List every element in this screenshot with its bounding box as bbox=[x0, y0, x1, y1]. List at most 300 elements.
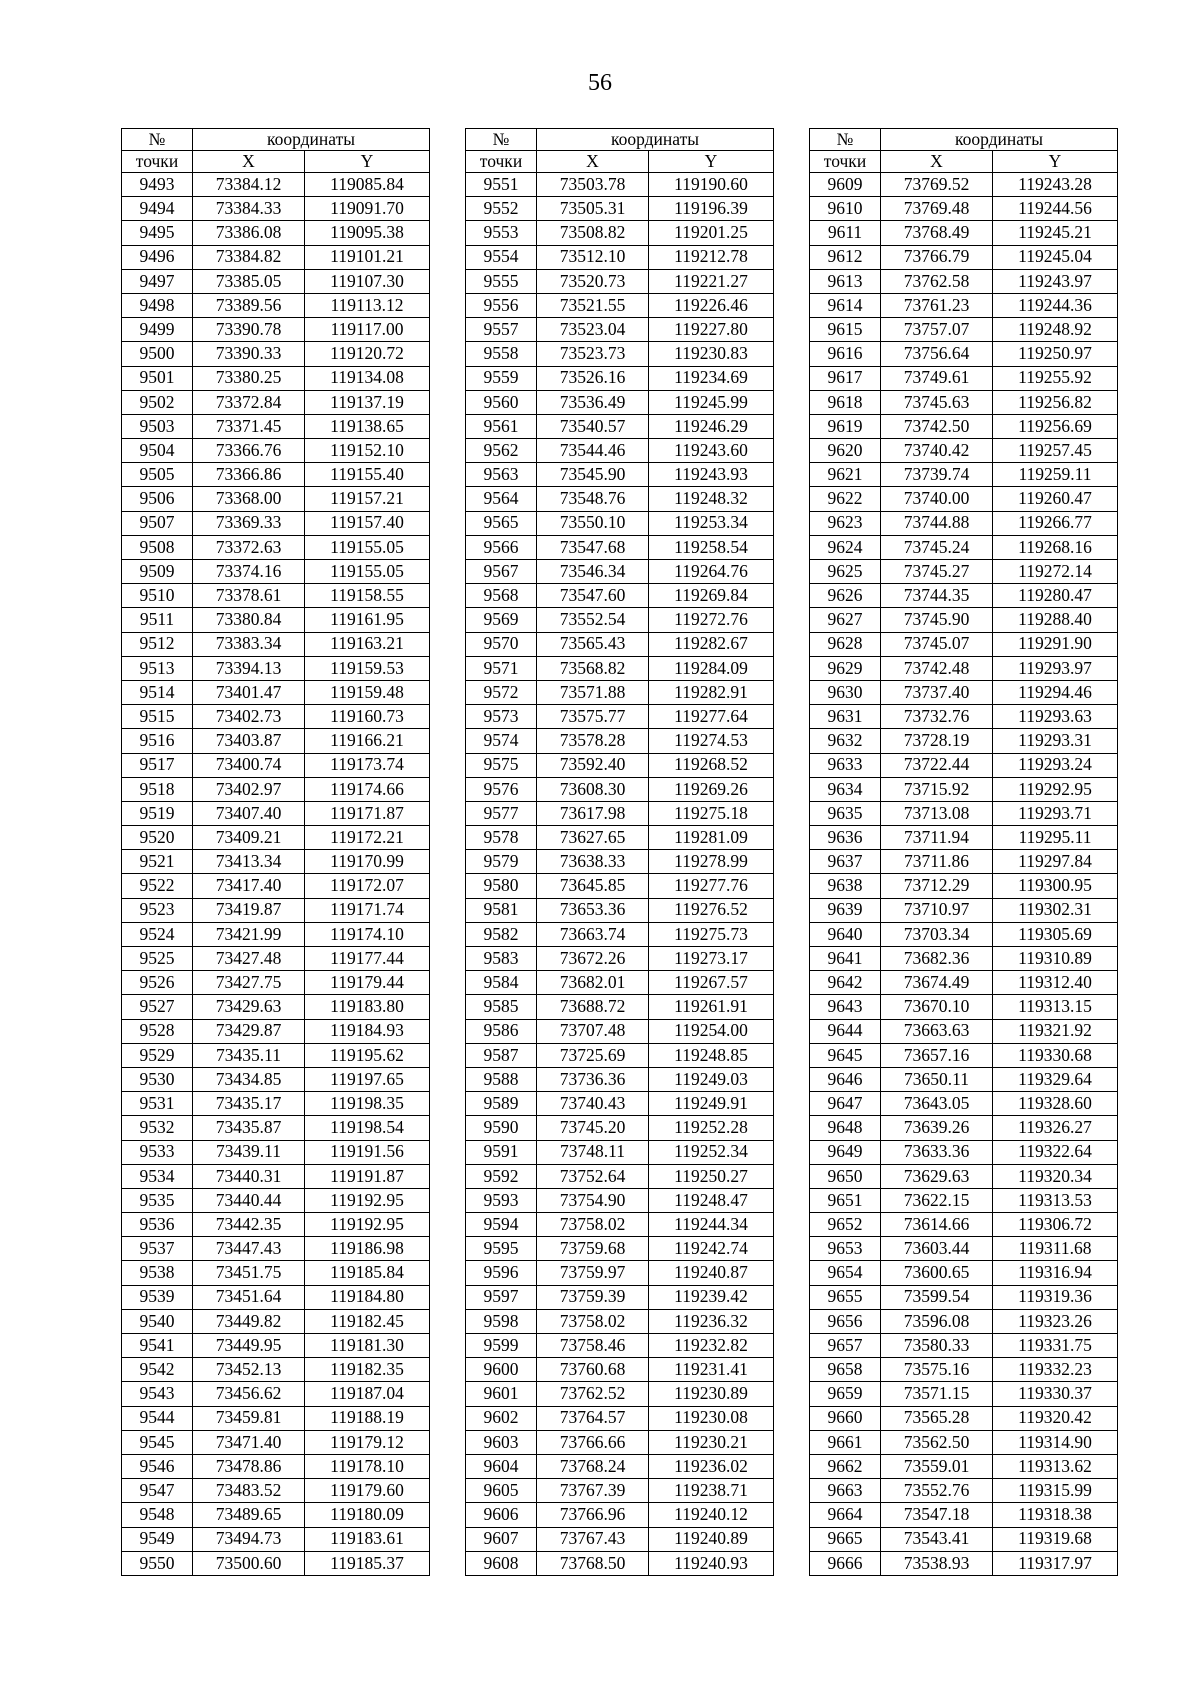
x-coordinate-cell: 73578.28 bbox=[537, 729, 649, 753]
y-coordinate-cell: 119254.00 bbox=[649, 1019, 774, 1043]
y-header: Y bbox=[649, 151, 774, 173]
point-number-cell: 9663 bbox=[810, 1479, 881, 1503]
table-row bbox=[466, 1019, 774, 1043]
y-coordinate-cell: 119317.97 bbox=[993, 1551, 1118, 1575]
point-number-cell: 9557 bbox=[466, 318, 537, 342]
y-coordinate-cell: 119181.30 bbox=[305, 1334, 430, 1358]
point-number-cell: 9508 bbox=[122, 535, 193, 559]
y-coordinate-cell: 119085.84 bbox=[305, 173, 430, 197]
x-coordinate-cell: 73711.86 bbox=[881, 850, 993, 874]
table-row bbox=[810, 656, 1118, 680]
point-number-cell: 9630 bbox=[810, 680, 881, 704]
y-coordinate-cell: 119277.76 bbox=[649, 874, 774, 898]
point-number-cell: 9543 bbox=[122, 1382, 193, 1406]
x-coordinate-cell: 73449.95 bbox=[193, 1334, 305, 1358]
x-coordinate-cell: 73736.36 bbox=[537, 1067, 649, 1091]
table-row bbox=[122, 729, 430, 753]
x-coordinate-cell: 73427.75 bbox=[193, 971, 305, 995]
table-row bbox=[810, 269, 1118, 293]
x-coordinate-cell: 73459.81 bbox=[193, 1406, 305, 1430]
y-coordinate-cell: 119316.94 bbox=[993, 1261, 1118, 1285]
x-coordinate-cell: 73489.65 bbox=[193, 1503, 305, 1527]
x-coordinate-cell: 73385.05 bbox=[193, 269, 305, 293]
x-coordinate-cell: 73483.52 bbox=[193, 1479, 305, 1503]
x-coordinate-cell: 73547.18 bbox=[881, 1503, 993, 1527]
x-coordinate-cell: 73386.08 bbox=[193, 221, 305, 245]
y-coordinate-cell: 119120.72 bbox=[305, 342, 430, 366]
table-row bbox=[122, 1406, 430, 1430]
table-row bbox=[466, 1285, 774, 1309]
y-coordinate-cell: 119101.21 bbox=[305, 245, 430, 269]
point-number-subheader: точки bbox=[122, 151, 193, 173]
point-number-cell: 9587 bbox=[466, 1043, 537, 1067]
point-number-cell: 9537 bbox=[122, 1237, 193, 1261]
y-coordinate-cell: 119244.36 bbox=[993, 293, 1118, 317]
table-row bbox=[122, 874, 430, 898]
x-coordinate-cell: 73633.36 bbox=[881, 1140, 993, 1164]
point-number-cell: 9591 bbox=[466, 1140, 537, 1164]
point-number-cell: 9495 bbox=[122, 221, 193, 245]
point-number-cell: 9547 bbox=[122, 1479, 193, 1503]
point-number-cell: 9509 bbox=[122, 560, 193, 584]
table-row bbox=[466, 1261, 774, 1285]
table-row bbox=[810, 439, 1118, 463]
x-coordinate-cell: 73663.63 bbox=[881, 1019, 993, 1043]
y-coordinate-cell: 119157.40 bbox=[305, 511, 430, 535]
y-coordinate-cell: 119314.90 bbox=[993, 1430, 1118, 1454]
table-row bbox=[810, 680, 1118, 704]
y-coordinate-cell: 119257.45 bbox=[993, 439, 1118, 463]
y-coordinate-cell: 119249.91 bbox=[649, 1092, 774, 1116]
point-number-cell: 9505 bbox=[122, 463, 193, 487]
x-coordinate-cell: 73617.98 bbox=[537, 801, 649, 825]
point-number-cell: 9594 bbox=[466, 1213, 537, 1237]
point-number-cell: 9501 bbox=[122, 366, 193, 390]
point-number-cell: 9517 bbox=[122, 753, 193, 777]
table-row bbox=[466, 414, 774, 438]
y-coordinate-cell: 119161.95 bbox=[305, 608, 430, 632]
table-row bbox=[122, 995, 430, 1019]
table-row bbox=[466, 221, 774, 245]
y-coordinate-cell: 119107.30 bbox=[305, 269, 430, 293]
y-coordinate-cell: 119293.31 bbox=[993, 729, 1118, 753]
y-coordinate-cell: 119277.64 bbox=[649, 705, 774, 729]
y-coordinate-cell: 119276.52 bbox=[649, 898, 774, 922]
x-coordinate-cell: 73756.64 bbox=[881, 342, 993, 366]
table-row bbox=[810, 1043, 1118, 1067]
x-coordinate-cell: 73745.24 bbox=[881, 535, 993, 559]
x-coordinate-cell: 73494.73 bbox=[193, 1527, 305, 1551]
table-row bbox=[466, 245, 774, 269]
point-number-cell: 9600 bbox=[466, 1358, 537, 1382]
x-coordinate-cell: 73629.63 bbox=[881, 1164, 993, 1188]
y-coordinate-cell: 119198.54 bbox=[305, 1116, 430, 1140]
point-number-header: № bbox=[466, 129, 537, 151]
table-row bbox=[466, 777, 774, 801]
point-number-header: № bbox=[810, 129, 881, 151]
point-number-cell: 9504 bbox=[122, 439, 193, 463]
x-coordinate-cell: 73378.61 bbox=[193, 584, 305, 608]
point-number-cell: 9623 bbox=[810, 511, 881, 535]
x-coordinate-cell: 73559.01 bbox=[881, 1454, 993, 1478]
y-coordinate-cell: 119255.92 bbox=[993, 366, 1118, 390]
point-number-cell: 9583 bbox=[466, 947, 537, 971]
y-coordinate-cell: 119258.54 bbox=[649, 535, 774, 559]
y-coordinate-cell: 119292.95 bbox=[993, 777, 1118, 801]
table-row bbox=[810, 414, 1118, 438]
x-coordinate-cell: 73744.88 bbox=[881, 511, 993, 535]
y-coordinate-cell: 119182.45 bbox=[305, 1309, 430, 1333]
x-coordinate-cell: 73766.66 bbox=[537, 1430, 649, 1454]
coordinates-header: координаты bbox=[193, 129, 430, 151]
point-number-cell: 9498 bbox=[122, 293, 193, 317]
y-coordinate-cell: 119297.84 bbox=[993, 850, 1118, 874]
x-coordinate-cell: 73627.65 bbox=[537, 826, 649, 850]
table-row bbox=[810, 1406, 1118, 1430]
x-coordinate-cell: 73745.20 bbox=[537, 1116, 649, 1140]
header-row bbox=[466, 129, 774, 151]
point-number-subheader: точки bbox=[466, 151, 537, 173]
point-number-cell: 9553 bbox=[466, 221, 537, 245]
table-row bbox=[466, 874, 774, 898]
x-coordinate-cell: 73548.76 bbox=[537, 487, 649, 511]
y-coordinate-cell: 119320.42 bbox=[993, 1406, 1118, 1430]
x-coordinate-cell: 73713.08 bbox=[881, 801, 993, 825]
x-coordinate-cell: 73452.13 bbox=[193, 1358, 305, 1382]
table-row bbox=[122, 1237, 430, 1261]
point-number-cell: 9610 bbox=[810, 197, 881, 221]
point-number-cell: 9569 bbox=[466, 608, 537, 632]
table-row bbox=[122, 1261, 430, 1285]
point-number-cell: 9608 bbox=[466, 1551, 537, 1575]
point-number-cell: 9605 bbox=[466, 1479, 537, 1503]
y-coordinate-cell: 119281.09 bbox=[649, 826, 774, 850]
x-coordinate-cell: 73523.04 bbox=[537, 318, 649, 342]
y-coordinate-cell: 119238.71 bbox=[649, 1479, 774, 1503]
point-number-cell: 9595 bbox=[466, 1237, 537, 1261]
y-coordinate-cell: 119174.10 bbox=[305, 922, 430, 946]
y-coordinate-cell: 119293.24 bbox=[993, 753, 1118, 777]
table-row bbox=[810, 801, 1118, 825]
point-number-cell: 9575 bbox=[466, 753, 537, 777]
y-coordinate-cell: 119155.40 bbox=[305, 463, 430, 487]
y-coordinate-cell: 119117.00 bbox=[305, 318, 430, 342]
point-number-cell: 9541 bbox=[122, 1334, 193, 1358]
table-row bbox=[122, 1116, 430, 1140]
point-number-cell: 9598 bbox=[466, 1309, 537, 1333]
table-row bbox=[810, 1527, 1118, 1551]
y-coordinate-cell: 119190.60 bbox=[649, 173, 774, 197]
point-number-cell: 9662 bbox=[810, 1454, 881, 1478]
x-coordinate-cell: 73715.92 bbox=[881, 777, 993, 801]
x-coordinate-cell: 73372.84 bbox=[193, 390, 305, 414]
point-number-cell: 9651 bbox=[810, 1188, 881, 1212]
table-row bbox=[466, 487, 774, 511]
x-coordinate-cell: 73394.13 bbox=[193, 656, 305, 680]
y-coordinate-cell: 119329.64 bbox=[993, 1067, 1118, 1091]
y-coordinate-cell: 119259.11 bbox=[993, 463, 1118, 487]
table-row bbox=[810, 898, 1118, 922]
point-number-cell: 9627 bbox=[810, 608, 881, 632]
point-number-cell: 9523 bbox=[122, 898, 193, 922]
point-number-cell: 9542 bbox=[122, 1358, 193, 1382]
x-coordinate-cell: 73390.78 bbox=[193, 318, 305, 342]
x-coordinate-cell: 73500.60 bbox=[193, 1551, 305, 1575]
point-number-cell: 9528 bbox=[122, 1019, 193, 1043]
y-coordinate-cell: 119178.10 bbox=[305, 1454, 430, 1478]
point-number-cell: 9654 bbox=[810, 1261, 881, 1285]
point-number-cell: 9603 bbox=[466, 1430, 537, 1454]
y-coordinate-cell: 119230.21 bbox=[649, 1430, 774, 1454]
y-coordinate-cell: 119321.92 bbox=[993, 1019, 1118, 1043]
y-coordinate-cell: 119192.95 bbox=[305, 1188, 430, 1212]
table-row bbox=[122, 1188, 430, 1212]
x-coordinate-cell: 73575.77 bbox=[537, 705, 649, 729]
table-row bbox=[466, 850, 774, 874]
x-coordinate-cell: 73580.33 bbox=[881, 1334, 993, 1358]
x-coordinate-cell: 73389.56 bbox=[193, 293, 305, 317]
point-number-cell: 9633 bbox=[810, 753, 881, 777]
y-coordinate-cell: 119171.87 bbox=[305, 801, 430, 825]
point-number-cell: 9568 bbox=[466, 584, 537, 608]
point-number-cell: 9586 bbox=[466, 1019, 537, 1043]
table-row bbox=[466, 560, 774, 584]
point-number-cell: 9655 bbox=[810, 1285, 881, 1309]
y-coordinate-cell: 119188.19 bbox=[305, 1406, 430, 1430]
y-coordinate-cell: 119313.53 bbox=[993, 1188, 1118, 1212]
y-coordinate-cell: 119248.47 bbox=[649, 1188, 774, 1212]
point-number-cell: 9606 bbox=[466, 1503, 537, 1527]
y-coordinate-cell: 119293.97 bbox=[993, 656, 1118, 680]
point-number-cell: 9540 bbox=[122, 1309, 193, 1333]
y-coordinate-cell: 119322.64 bbox=[993, 1140, 1118, 1164]
point-number-cell: 9636 bbox=[810, 826, 881, 850]
x-coordinate-cell: 73707.48 bbox=[537, 1019, 649, 1043]
point-number-cell: 9534 bbox=[122, 1164, 193, 1188]
point-number-cell: 9648 bbox=[810, 1116, 881, 1140]
table-row bbox=[810, 1067, 1118, 1091]
x-coordinate-cell: 73403.87 bbox=[193, 729, 305, 753]
point-number-cell: 9535 bbox=[122, 1188, 193, 1212]
point-number-cell: 9497 bbox=[122, 269, 193, 293]
y-coordinate-cell: 119260.47 bbox=[993, 487, 1118, 511]
y-coordinate-cell: 119264.76 bbox=[649, 560, 774, 584]
y-coordinate-cell: 119163.21 bbox=[305, 632, 430, 656]
y-coordinate-cell: 119256.69 bbox=[993, 414, 1118, 438]
table-row bbox=[466, 439, 774, 463]
table-row bbox=[466, 1092, 774, 1116]
x-header: X bbox=[881, 151, 993, 173]
y-coordinate-cell: 119160.73 bbox=[305, 705, 430, 729]
x-coordinate-cell: 73427.48 bbox=[193, 947, 305, 971]
point-number-cell: 9562 bbox=[466, 439, 537, 463]
point-number-cell: 9515 bbox=[122, 705, 193, 729]
point-number-cell: 9578 bbox=[466, 826, 537, 850]
point-number-cell: 9618 bbox=[810, 390, 881, 414]
x-coordinate-cell: 73653.36 bbox=[537, 898, 649, 922]
point-number-cell: 9666 bbox=[810, 1551, 881, 1575]
point-number-cell: 9647 bbox=[810, 1092, 881, 1116]
table-row bbox=[122, 535, 430, 559]
y-coordinate-cell: 119326.27 bbox=[993, 1116, 1118, 1140]
table-row bbox=[466, 898, 774, 922]
table-row bbox=[122, 922, 430, 946]
point-number-cell: 9658 bbox=[810, 1358, 881, 1382]
x-coordinate-cell: 73568.82 bbox=[537, 656, 649, 680]
x-coordinate-cell: 73384.12 bbox=[193, 173, 305, 197]
x-coordinate-cell: 73429.63 bbox=[193, 995, 305, 1019]
point-number-cell: 9511 bbox=[122, 608, 193, 632]
point-number-cell: 9609 bbox=[810, 173, 881, 197]
table-row bbox=[122, 801, 430, 825]
y-coordinate-cell: 119240.87 bbox=[649, 1261, 774, 1285]
y-coordinate-cell: 119230.83 bbox=[649, 342, 774, 366]
coordinates-table-1 bbox=[121, 128, 430, 1576]
x-coordinate-cell: 73380.84 bbox=[193, 608, 305, 632]
point-number-cell: 9640 bbox=[810, 922, 881, 946]
point-number-cell: 9526 bbox=[122, 971, 193, 995]
table-row bbox=[810, 511, 1118, 535]
x-coordinate-cell: 73766.79 bbox=[881, 245, 993, 269]
x-coordinate-cell: 73407.40 bbox=[193, 801, 305, 825]
y-coordinate-cell: 119269.84 bbox=[649, 584, 774, 608]
table-row bbox=[466, 1527, 774, 1551]
table-row bbox=[810, 221, 1118, 245]
x-coordinate-cell: 73749.61 bbox=[881, 366, 993, 390]
y-coordinate-cell: 119288.40 bbox=[993, 608, 1118, 632]
y-coordinate-cell: 119138.65 bbox=[305, 414, 430, 438]
table-row bbox=[810, 1261, 1118, 1285]
x-coordinate-cell: 73471.40 bbox=[193, 1430, 305, 1454]
point-number-cell: 9521 bbox=[122, 850, 193, 874]
point-number-cell: 9527 bbox=[122, 995, 193, 1019]
page-number: 56 bbox=[588, 70, 612, 96]
x-coordinate-cell: 73768.49 bbox=[881, 221, 993, 245]
point-number-cell: 9496 bbox=[122, 245, 193, 269]
y-coordinate-cell: 119134.08 bbox=[305, 366, 430, 390]
y-coordinate-cell: 119242.74 bbox=[649, 1237, 774, 1261]
point-number-cell: 9493 bbox=[122, 173, 193, 197]
point-number-cell: 9516 bbox=[122, 729, 193, 753]
y-coordinate-cell: 119266.77 bbox=[993, 511, 1118, 535]
point-number-cell: 9590 bbox=[466, 1116, 537, 1140]
table-row bbox=[810, 1334, 1118, 1358]
table-row bbox=[122, 1140, 430, 1164]
y-coordinate-cell: 119174.66 bbox=[305, 777, 430, 801]
y-coordinate-cell: 119300.95 bbox=[993, 874, 1118, 898]
y-coordinate-cell: 119245.21 bbox=[993, 221, 1118, 245]
y-coordinate-cell: 119248.85 bbox=[649, 1043, 774, 1067]
point-number-subheader: точки bbox=[810, 151, 881, 173]
table-row bbox=[122, 1551, 430, 1575]
y-coordinate-cell: 119302.31 bbox=[993, 898, 1118, 922]
x-coordinate-cell: 73745.27 bbox=[881, 560, 993, 584]
y-coordinate-cell: 119315.99 bbox=[993, 1479, 1118, 1503]
y-coordinate-cell: 119275.18 bbox=[649, 801, 774, 825]
table-row bbox=[466, 1406, 774, 1430]
table-row bbox=[122, 584, 430, 608]
y-coordinate-cell: 119182.35 bbox=[305, 1358, 430, 1382]
point-number-cell: 9638 bbox=[810, 874, 881, 898]
table-row bbox=[466, 1430, 774, 1454]
point-number-cell: 9550 bbox=[122, 1551, 193, 1575]
y-coordinate-cell: 119184.80 bbox=[305, 1285, 430, 1309]
y-coordinate-cell: 119256.82 bbox=[993, 390, 1118, 414]
point-number-cell: 9616 bbox=[810, 342, 881, 366]
point-number-cell: 9637 bbox=[810, 850, 881, 874]
table-row bbox=[122, 1067, 430, 1091]
table-row bbox=[810, 1430, 1118, 1454]
table-row bbox=[466, 293, 774, 317]
point-number-cell: 9572 bbox=[466, 680, 537, 704]
x-coordinate-cell: 73545.90 bbox=[537, 463, 649, 487]
y-coordinate-cell: 119240.89 bbox=[649, 1527, 774, 1551]
table-row bbox=[466, 1213, 774, 1237]
x-coordinate-cell: 73440.44 bbox=[193, 1188, 305, 1212]
x-coordinate-cell: 73622.15 bbox=[881, 1188, 993, 1212]
y-coordinate-cell: 119236.32 bbox=[649, 1309, 774, 1333]
x-coordinate-cell: 73759.39 bbox=[537, 1285, 649, 1309]
x-coordinate-cell: 73592.40 bbox=[537, 753, 649, 777]
x-coordinate-cell: 73768.24 bbox=[537, 1454, 649, 1478]
point-number-cell: 9644 bbox=[810, 1019, 881, 1043]
y-coordinate-cell: 119158.55 bbox=[305, 584, 430, 608]
y-coordinate-cell: 119323.26 bbox=[993, 1309, 1118, 1333]
table-row bbox=[122, 487, 430, 511]
table-row bbox=[122, 971, 430, 995]
table-row bbox=[466, 1479, 774, 1503]
x-coordinate-cell: 73390.33 bbox=[193, 342, 305, 366]
y-coordinate-cell: 119245.99 bbox=[649, 390, 774, 414]
table-row bbox=[122, 269, 430, 293]
y-coordinate-cell: 119187.04 bbox=[305, 1382, 430, 1406]
x-coordinate-cell: 73419.87 bbox=[193, 898, 305, 922]
x-coordinate-cell: 73725.69 bbox=[537, 1043, 649, 1067]
y-coordinate-cell: 119272.14 bbox=[993, 560, 1118, 584]
x-coordinate-cell: 73383.34 bbox=[193, 632, 305, 656]
point-number-cell: 9621 bbox=[810, 463, 881, 487]
x-coordinate-cell: 73508.82 bbox=[537, 221, 649, 245]
table-row bbox=[122, 1479, 430, 1503]
table-row bbox=[810, 995, 1118, 1019]
point-number-cell: 9580 bbox=[466, 874, 537, 898]
table-row bbox=[810, 777, 1118, 801]
table-row bbox=[810, 826, 1118, 850]
point-number-cell: 9546 bbox=[122, 1454, 193, 1478]
table-row bbox=[810, 366, 1118, 390]
table-row bbox=[810, 608, 1118, 632]
table-row bbox=[466, 1358, 774, 1382]
x-coordinate-cell: 73710.97 bbox=[881, 898, 993, 922]
coordinates-header: координаты bbox=[537, 129, 774, 151]
point-number-cell: 9536 bbox=[122, 1213, 193, 1237]
point-number-cell: 9642 bbox=[810, 971, 881, 995]
table-row bbox=[122, 173, 430, 197]
x-coordinate-cell: 73758.02 bbox=[537, 1213, 649, 1237]
y-coordinate-cell: 119305.69 bbox=[993, 922, 1118, 946]
point-number-cell: 9548 bbox=[122, 1503, 193, 1527]
y-coordinate-cell: 119173.74 bbox=[305, 753, 430, 777]
point-number-cell: 9601 bbox=[466, 1382, 537, 1406]
point-number-cell: 9520 bbox=[122, 826, 193, 850]
x-coordinate-cell: 73614.66 bbox=[881, 1213, 993, 1237]
table-row bbox=[810, 753, 1118, 777]
y-coordinate-cell: 119227.80 bbox=[649, 318, 774, 342]
table-row bbox=[122, 753, 430, 777]
point-number-cell: 9589 bbox=[466, 1092, 537, 1116]
point-number-cell: 9570 bbox=[466, 632, 537, 656]
y-coordinate-cell: 119311.68 bbox=[993, 1237, 1118, 1261]
